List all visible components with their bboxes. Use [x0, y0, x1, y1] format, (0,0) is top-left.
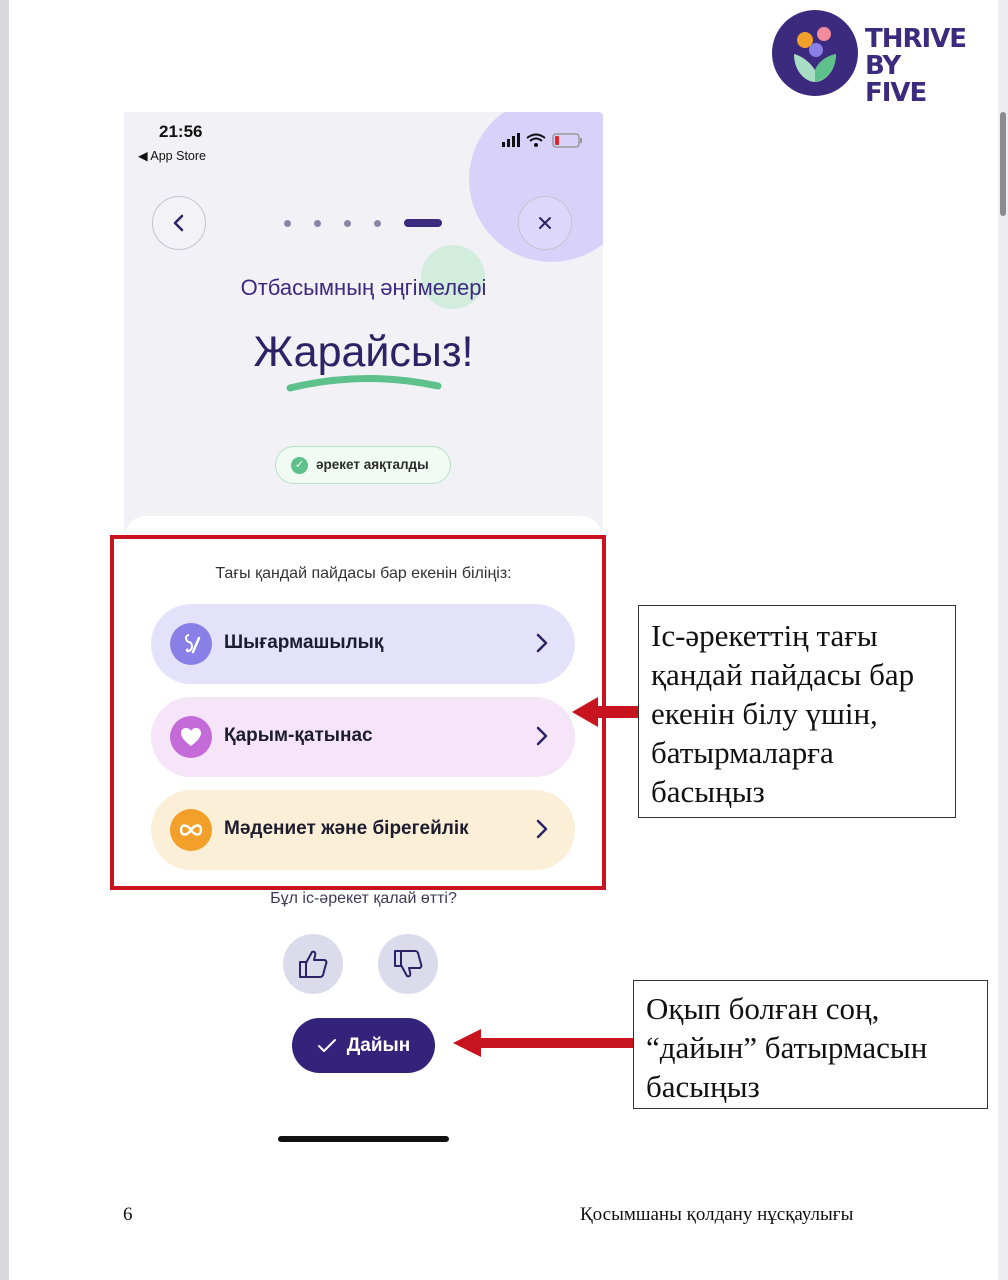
status-time: 21:56 [159, 122, 203, 141]
page-left-edge [0, 0, 9, 1280]
page-number: 6 [123, 1204, 133, 1225]
back-to-app-store-link[interactable]: ◀ App Store [138, 149, 206, 163]
callout-benefit-buttons: Іс-әрекеттің тағы қандай пайдасы бар екенін білу үшін, батырмаларға басыңыз [638, 605, 956, 818]
close-button[interactable] [518, 196, 572, 250]
ready-button[interactable] [292, 1018, 435, 1073]
progress-dot [284, 220, 291, 227]
thrive-by-five-logo [772, 10, 967, 108]
wifi-icon [527, 135, 545, 142]
thumbs-down-icon [391, 948, 425, 980]
arrow-left-icon [453, 1028, 634, 1058]
callout-ready-button: Оқып болған соң, “дайын” батырмасын басыңыз [633, 980, 988, 1109]
arrow-left-icon [572, 697, 638, 727]
footer-title: Қосымшаны қолдану нұсқаулығы [580, 1204, 854, 1225]
benefit-label: Қарым-қатынас [224, 725, 373, 746]
activity-completed-label: әрекет аяқталды [316, 457, 429, 472]
scrollbar-track[interactable] [998, 0, 1008, 1280]
back-button[interactable] [152, 196, 206, 250]
progress-dot [314, 220, 321, 227]
status-icons [502, 132, 587, 150]
signal-icon [502, 133, 520, 147]
checkmark-icon [317, 1038, 337, 1054]
home-indicator [278, 1136, 449, 1142]
title-underline-stroke [284, 370, 444, 394]
logo-line-1: THRIVE [865, 24, 967, 54]
thumbs-up-button[interactable] [283, 934, 343, 994]
activity-completed-badge [275, 446, 451, 484]
logo-emblem [772, 10, 858, 96]
thumbs-up-icon [296, 948, 330, 980]
benefit-label: Мәдениет және бірегейлік [224, 818, 469, 839]
thumbs-down-button[interactable] [378, 934, 438, 994]
close-icon [537, 215, 553, 231]
logo-wordmark [865, 26, 966, 107]
progress-dots [284, 217, 444, 229]
ready-button-label: Дайын [346, 1034, 411, 1056]
scrollbar-thumb[interactable] [1000, 112, 1006, 216]
benefit-label: Шығармашылық [224, 632, 384, 653]
logo-line-2: BY FIVE [865, 51, 927, 108]
battery-icon [553, 134, 582, 147]
benefits-prompt: Тағы қандай пайдасы бар екенін біліңіз: [215, 565, 512, 582]
rating-question: Бұл іс-әрекет қалай өтті? [270, 890, 457, 907]
activity-category-title: Отбасымның әңгімелері [240, 275, 487, 300]
progress-dot [374, 220, 381, 227]
progress-dot [344, 220, 351, 227]
chevron-left-icon [172, 213, 186, 233]
check-circle-icon: ✓ [291, 457, 308, 474]
highlight-frame [110, 535, 606, 890]
progress-dot-active [404, 219, 442, 227]
congrats-title: Жарайсыз! [253, 328, 474, 376]
